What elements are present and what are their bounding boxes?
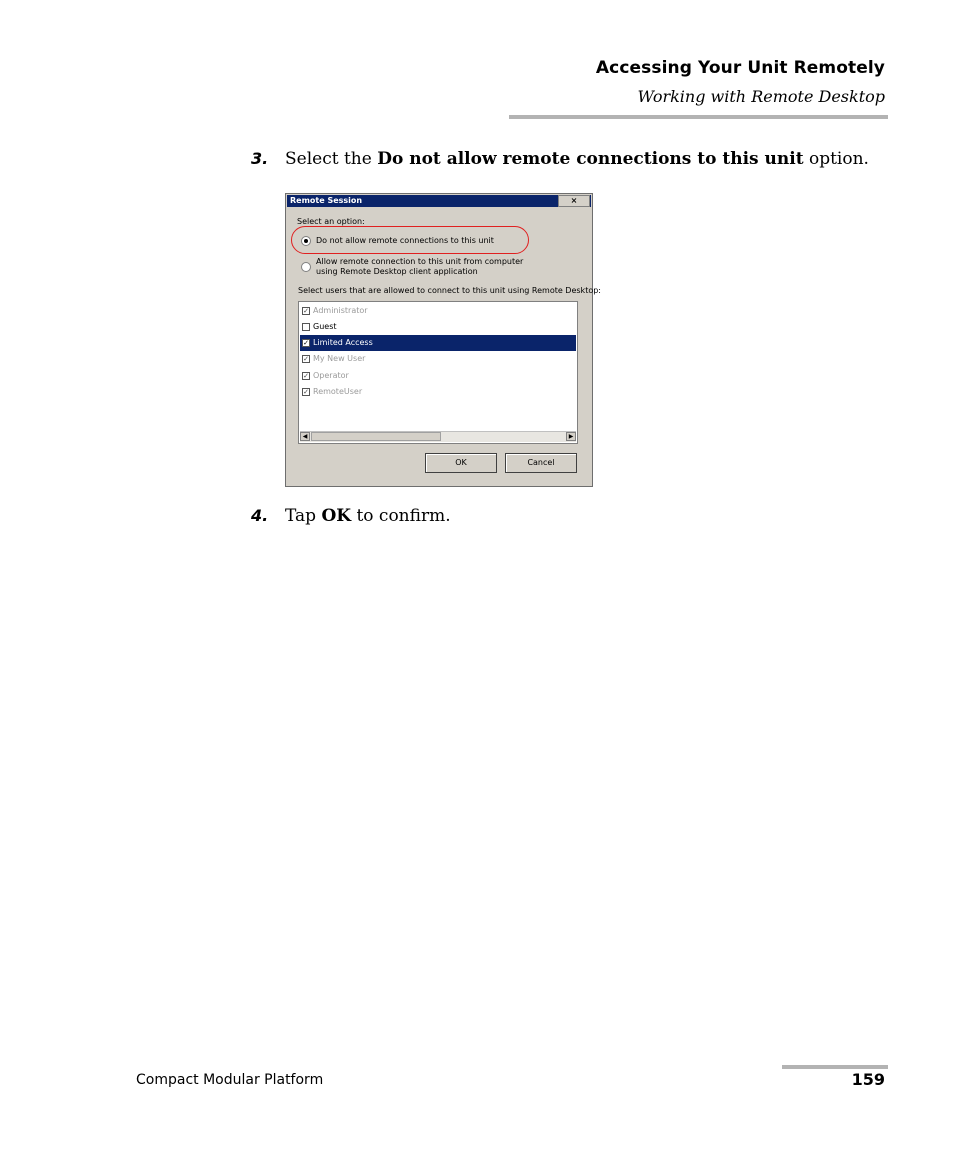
footer-rule [782,1065,888,1069]
list-item[interactable] [300,368,576,384]
list-item[interactable] [300,335,576,351]
header-rule [509,115,888,119]
horizontal-scrollbar[interactable] [300,431,576,442]
checkbox[interactable]: ✓ [303,307,309,315]
dialog-title-bar [287,195,591,207]
close-icon: × [570,196,578,205]
option-allow-label-line1[interactable]: Allow remote connection to this unit from computer [316,257,524,266]
ok-button[interactable]: OK [425,453,497,473]
step-text-pre: Tap [285,506,322,526]
cancel-button[interactable]: Cancel [505,453,577,473]
user-name: Limited Access [313,338,373,347]
user-name: My New User [313,354,366,363]
step-text-pre: Select the [285,149,378,169]
select-option-label: Select an option: [297,217,365,226]
close-button[interactable] [558,195,590,207]
step-4 [251,506,451,526]
option-allow-label-line2[interactable]: using Remote Desktop client application [316,267,478,276]
step-text-post: option. [803,149,869,169]
step-3 [251,149,869,169]
dialog-title: Remote Session [290,196,363,205]
checkbox[interactable] [302,323,310,331]
step-text-bold: OK [321,506,352,526]
step-text-post: to confirm. [351,506,451,526]
radio-allow[interactable] [301,262,311,272]
user-name: RemoteUser [313,387,363,396]
checkbox[interactable]: ✓ [303,339,309,347]
checkbox[interactable]: ✓ [303,388,309,396]
scroll-left-icon[interactable]: ◀ [300,432,310,441]
step-number: 3. [251,149,269,168]
scroll-thumb[interactable] [311,432,441,441]
page-number: 159 [851,1070,885,1089]
product-name: Compact Modular Platform [136,1072,324,1088]
list-item[interactable] [300,319,576,335]
step-text-bold: Do not allow remote connections to this unit [377,149,804,169]
highlight-circle [291,226,529,254]
checkbox[interactable]: ✓ [303,355,309,363]
user-name: Guest [313,322,337,331]
checkbox[interactable]: ✓ [303,372,309,380]
user-name: Administrator [313,306,368,315]
section-title: Accessing Your Unit Remotely [595,58,885,78]
list-item[interactable] [300,303,576,319]
step-number: 4. [251,506,269,525]
users-list[interactable] [298,301,578,444]
option-do-not-allow-label[interactable]: Do not allow remote connections to this unit [316,236,494,245]
user-name: Operator [313,371,349,380]
scroll-right-icon[interactable]: ▶ [566,432,576,441]
section-subtitle: Working with Remote Desktop [637,87,885,106]
list-item[interactable] [300,384,576,400]
users-label: Select users that are allowed to connect to this unit using Remote Desktop: [298,286,601,295]
list-item[interactable] [300,351,576,367]
